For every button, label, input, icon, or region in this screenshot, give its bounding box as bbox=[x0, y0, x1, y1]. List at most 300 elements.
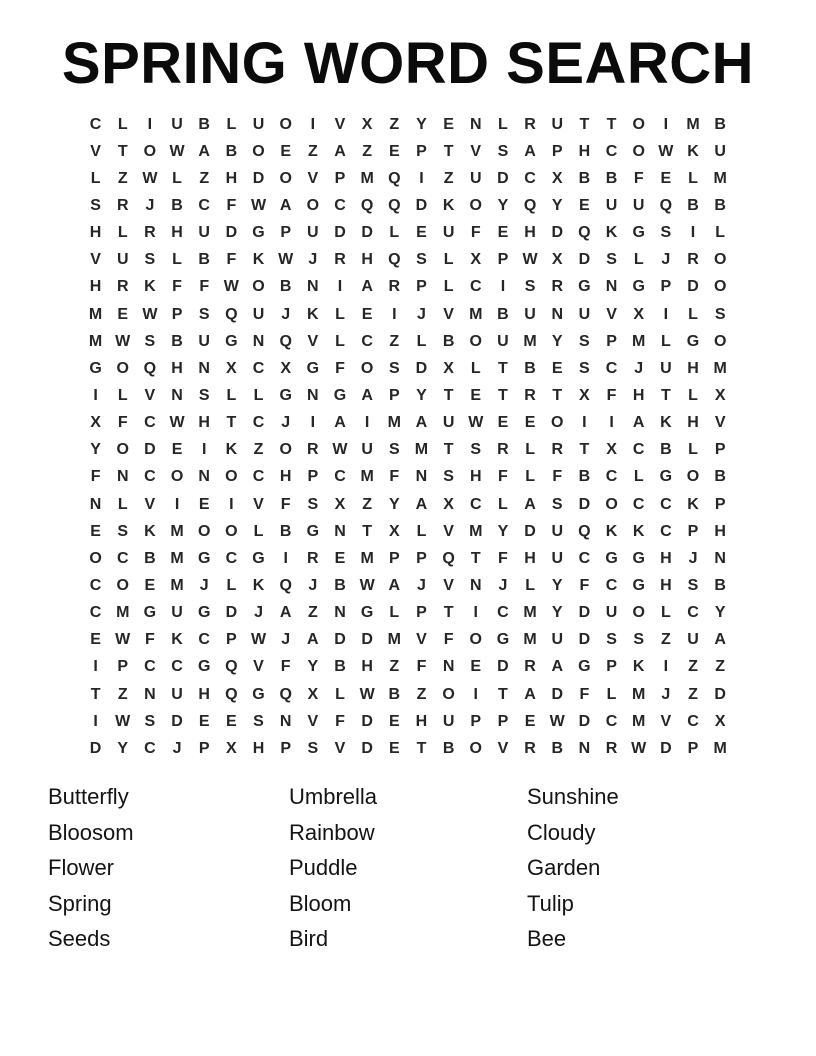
grid-letter: F bbox=[579, 685, 590, 703]
grid-letter: D bbox=[660, 739, 672, 757]
grid-letter: E bbox=[470, 386, 482, 404]
grid-letter: O bbox=[686, 468, 700, 486]
grid-letter: G bbox=[632, 549, 645, 567]
grid-letter: N bbox=[307, 386, 319, 404]
grid-letter: Z bbox=[117, 685, 128, 703]
grid-letter: P bbox=[198, 739, 210, 757]
grid-letter: Y bbox=[551, 196, 563, 214]
grid-letter: N bbox=[469, 576, 482, 594]
grid-letter: K bbox=[252, 251, 265, 269]
grid-letter: F bbox=[389, 468, 400, 486]
letter-grid bbox=[82, 111, 734, 762]
grid-letter: L bbox=[443, 251, 454, 269]
grid-letter: F bbox=[117, 414, 128, 432]
grid-letter: H bbox=[198, 685, 210, 703]
grid-letter: H bbox=[524, 224, 536, 242]
grid-letter: C bbox=[144, 468, 156, 486]
grid-letter: C bbox=[334, 468, 346, 486]
grid-letter: V bbox=[334, 739, 346, 757]
grid-letter: C bbox=[252, 414, 265, 432]
grid-letter: O bbox=[469, 332, 482, 350]
grid-letter: S bbox=[443, 468, 454, 486]
grid-letter: Z bbox=[389, 658, 400, 676]
grid-letter: L bbox=[443, 278, 454, 296]
word-item: Tulip bbox=[527, 890, 574, 916]
grid-letter: O bbox=[279, 169, 292, 187]
grid-letter: M bbox=[88, 332, 103, 350]
grid-letter: V bbox=[307, 712, 319, 730]
grid-letter: W bbox=[142, 169, 158, 187]
grid-letter: V bbox=[714, 414, 726, 432]
grid-letter: B bbox=[198, 251, 210, 269]
grid-letter: D bbox=[361, 631, 373, 649]
grid-letter: N bbox=[714, 549, 726, 567]
grid-letter: H bbox=[524, 549, 536, 567]
grid-letter: Z bbox=[253, 441, 264, 459]
grid-letter: F bbox=[172, 278, 182, 296]
grid-letter: O bbox=[469, 631, 482, 649]
grid-letter: M bbox=[713, 739, 727, 757]
grid-letter: K bbox=[144, 278, 156, 296]
grid-letter: L bbox=[117, 495, 128, 513]
grid-letter: V bbox=[144, 386, 156, 404]
grid-letter: H bbox=[632, 386, 645, 404]
grid-letter: V bbox=[443, 305, 454, 323]
grid-letter: B bbox=[334, 658, 346, 676]
grid-letter: V bbox=[307, 332, 319, 350]
grid-letter: C bbox=[632, 441, 645, 459]
grid-letter: F bbox=[498, 549, 508, 567]
grid-letter: O bbox=[442, 685, 455, 703]
grid-letter: A bbox=[415, 414, 428, 432]
grid-letter: B bbox=[442, 332, 455, 350]
grid-letter: T bbox=[470, 549, 481, 567]
grid-letter: F bbox=[416, 658, 427, 676]
grid-letter: J bbox=[199, 576, 209, 594]
grid-letter: O bbox=[225, 468, 238, 486]
grid-letter: U bbox=[361, 441, 373, 459]
grid-letter: N bbox=[334, 604, 346, 622]
grid-letter: K bbox=[171, 631, 183, 649]
grid-letter: E bbox=[470, 658, 482, 676]
grid-letter: P bbox=[416, 278, 427, 296]
grid-letter: L bbox=[253, 386, 264, 404]
grid-letter: I bbox=[364, 414, 370, 432]
grid-letter: F bbox=[199, 278, 210, 296]
grid-letter: S bbox=[633, 631, 645, 649]
grid-letter: W bbox=[549, 712, 565, 730]
grid-letter: N bbox=[578, 739, 591, 757]
grid-letter: H bbox=[660, 576, 672, 594]
grid-letter: T bbox=[416, 739, 427, 757]
grid-letter: W bbox=[359, 685, 375, 703]
grid-letter: O bbox=[713, 251, 727, 269]
grid-letter: E bbox=[144, 576, 156, 594]
grid-letter: P bbox=[416, 604, 427, 622]
grid-letter: E bbox=[524, 712, 536, 730]
grid-letter: A bbox=[524, 685, 536, 703]
word-item: Bloosom bbox=[48, 819, 134, 845]
grid-letter: K bbox=[442, 196, 455, 214]
grid-letter: R bbox=[144, 224, 156, 242]
grid-letter: V bbox=[253, 658, 264, 676]
grid-letter: S bbox=[579, 332, 590, 350]
grid-letter: Q bbox=[225, 658, 238, 676]
word-item: Spring bbox=[48, 890, 112, 916]
grid-letter: P bbox=[714, 441, 726, 459]
grid-letter: M bbox=[523, 332, 537, 350]
grid-letter: T bbox=[443, 386, 454, 404]
grid-letter: C bbox=[334, 196, 346, 214]
grid-letter: V bbox=[497, 739, 509, 757]
grid-letter: R bbox=[116, 278, 129, 296]
grid-letter: O bbox=[170, 468, 184, 486]
grid-letter: S bbox=[90, 196, 101, 214]
grid-letter: E bbox=[443, 115, 454, 133]
grid-letter: A bbox=[361, 278, 373, 296]
grid-letter: D bbox=[89, 739, 102, 757]
grid-letter: H bbox=[225, 169, 238, 187]
grid-letter: B bbox=[714, 115, 726, 133]
grid-letter: T bbox=[498, 359, 508, 377]
grid-letter: A bbox=[388, 576, 401, 594]
grid-letter: M bbox=[170, 576, 184, 594]
grid-letter: Q bbox=[279, 332, 292, 350]
grid-letter: O bbox=[279, 115, 292, 133]
grid-letter: B bbox=[442, 739, 455, 757]
grid-letter: F bbox=[335, 359, 345, 377]
grid-letter: B bbox=[171, 196, 183, 214]
grid-letter: F bbox=[335, 712, 345, 730]
grid-letter: Z bbox=[362, 495, 373, 513]
grid-letter: U bbox=[252, 305, 265, 323]
grid-letter: T bbox=[660, 386, 671, 404]
grid-letter: Q bbox=[360, 196, 374, 214]
grid-letter: Y bbox=[497, 196, 509, 214]
grid-letter: M bbox=[632, 712, 646, 730]
grid-letter: S bbox=[388, 359, 400, 377]
grid-letter: T bbox=[443, 604, 454, 622]
grid-letter: D bbox=[578, 495, 591, 513]
grid-letter: P bbox=[660, 278, 672, 296]
grid-letter: P bbox=[171, 305, 183, 323]
grid-letter: Z bbox=[362, 142, 373, 160]
grid-letter: O bbox=[89, 549, 102, 567]
grid-letter: F bbox=[280, 495, 291, 513]
grid-letter: E bbox=[90, 522, 101, 540]
grid-letter: N bbox=[198, 468, 210, 486]
grid-letter: C bbox=[605, 576, 618, 594]
grid-letter: G bbox=[252, 224, 265, 242]
grid-letter: H bbox=[361, 658, 373, 676]
grid-letter: S bbox=[687, 576, 699, 594]
grid-letter: Y bbox=[416, 386, 427, 404]
grid-letter: S bbox=[524, 278, 536, 296]
grid-letter: X bbox=[280, 359, 291, 377]
grid-letter: E bbox=[280, 142, 291, 160]
grid-letter: N bbox=[442, 658, 455, 676]
grid-letter: N bbox=[469, 115, 482, 133]
grid-letter: S bbox=[144, 712, 156, 730]
grid-letter: X bbox=[226, 739, 237, 757]
grid-letter: L bbox=[416, 522, 427, 540]
grid-letter: A bbox=[714, 631, 726, 649]
grid-letter: C bbox=[361, 332, 373, 350]
grid-letter: I bbox=[337, 278, 343, 296]
grid-letter: J bbox=[308, 576, 318, 594]
grid-letter: H bbox=[469, 468, 482, 486]
grid-letter: L bbox=[660, 332, 671, 350]
grid-letter: D bbox=[144, 441, 156, 459]
grid-letter: E bbox=[198, 495, 210, 513]
grid-letter: G bbox=[578, 278, 591, 296]
grid-letter: F bbox=[90, 468, 101, 486]
grid-letter: G bbox=[89, 359, 102, 377]
grid-letter: R bbox=[524, 739, 536, 757]
grid-letter: W bbox=[115, 631, 131, 649]
grid-letter: M bbox=[360, 468, 374, 486]
grid-letter: T bbox=[579, 115, 590, 133]
grid-letter: R bbox=[551, 441, 564, 459]
grid-letter: L bbox=[335, 305, 345, 323]
word-item: Puddle bbox=[289, 855, 358, 881]
grid-letter: V bbox=[660, 712, 672, 730]
grid-letter: P bbox=[334, 169, 346, 187]
grid-letter: C bbox=[524, 169, 536, 187]
grid-letter: F bbox=[443, 631, 454, 649]
grid-letter: Q bbox=[143, 359, 157, 377]
grid-letter: L bbox=[416, 332, 427, 350]
grid-letter: Z bbox=[389, 115, 400, 133]
grid-letter: R bbox=[524, 386, 536, 404]
grid-letter: C bbox=[469, 278, 482, 296]
grid-letter: L bbox=[335, 685, 345, 703]
grid-letter: O bbox=[469, 739, 482, 757]
grid-letter: U bbox=[198, 332, 210, 350]
grid-letter: I bbox=[663, 305, 669, 323]
grid-letter: I bbox=[201, 441, 207, 459]
grid-letter: E bbox=[388, 712, 400, 730]
grid-letter: I bbox=[419, 169, 424, 187]
grid-letter: P bbox=[226, 631, 237, 649]
grid-letter: B bbox=[388, 685, 401, 703]
grid-letter: K bbox=[225, 441, 238, 459]
grid-letter: W bbox=[142, 305, 158, 323]
grid-letter: D bbox=[497, 658, 509, 676]
grid-letter: P bbox=[606, 332, 617, 350]
grid-letter: E bbox=[361, 305, 373, 323]
grid-letter: Q bbox=[225, 685, 238, 703]
grid-letter: N bbox=[415, 468, 428, 486]
grid-letter: B bbox=[279, 522, 292, 540]
grid-letter: S bbox=[606, 631, 617, 649]
word-item: Sunshine bbox=[527, 784, 619, 809]
grid-letter: D bbox=[687, 278, 699, 296]
grid-letter: L bbox=[688, 386, 698, 404]
grid-letter: O bbox=[116, 441, 129, 459]
grid-letter: L bbox=[525, 468, 535, 486]
grid-letter: R bbox=[524, 115, 536, 133]
grid-letter: U bbox=[551, 631, 564, 649]
grid-letter: D bbox=[225, 604, 238, 622]
grid-letter: N bbox=[605, 278, 618, 296]
grid-letter: K bbox=[687, 142, 699, 160]
grid-letter: B bbox=[171, 332, 183, 350]
grid-letter: O bbox=[252, 142, 265, 160]
grid-letter: A bbox=[279, 196, 292, 214]
grid-letter: W bbox=[278, 251, 294, 269]
grid-letter: X bbox=[714, 386, 726, 404]
grid-letter: E bbox=[497, 414, 509, 432]
grid-letter: F bbox=[145, 631, 155, 649]
grid-letter: W bbox=[359, 576, 375, 594]
grid-letter: S bbox=[253, 712, 264, 730]
grid-letter: W bbox=[115, 712, 131, 730]
grid-letter: Q bbox=[442, 549, 455, 567]
grid-letter: U bbox=[116, 251, 129, 269]
grid-letter: C bbox=[660, 522, 672, 540]
grid-letter: I bbox=[392, 305, 397, 323]
grid-letter: O bbox=[632, 604, 645, 622]
grid-letter: O bbox=[632, 115, 645, 133]
grid-letter: H bbox=[89, 224, 102, 242]
grid-letter: L bbox=[688, 441, 698, 459]
grid-letter: X bbox=[90, 414, 101, 432]
grid-letter: P bbox=[497, 251, 509, 269]
grid-letter: S bbox=[307, 739, 319, 757]
grid-letter: U bbox=[605, 604, 618, 622]
grid-letter: N bbox=[279, 712, 292, 730]
grid-letter: P bbox=[117, 658, 129, 676]
grid-letter: X bbox=[443, 495, 454, 513]
grid-letter: D bbox=[361, 739, 373, 757]
grid-letter: Z bbox=[199, 169, 210, 187]
grid-letter: E bbox=[171, 441, 183, 459]
grid-letter: M bbox=[469, 522, 483, 540]
grid-letter: G bbox=[306, 522, 320, 540]
grid-letter: H bbox=[198, 414, 210, 432]
grid-letter: M bbox=[713, 169, 727, 187]
grid-letter: G bbox=[686, 332, 700, 350]
grid-letter: D bbox=[361, 712, 373, 730]
grid-letter: E bbox=[524, 414, 536, 432]
grid-letter: S bbox=[144, 251, 156, 269]
grid-letter: V bbox=[307, 169, 319, 187]
grid-letter: U bbox=[307, 224, 319, 242]
grid-letter: D bbox=[551, 685, 564, 703]
grid-letter: G bbox=[659, 468, 673, 486]
grid-letter: W bbox=[522, 251, 538, 269]
grid-letter: P bbox=[497, 712, 509, 730]
grid-letter: G bbox=[496, 631, 510, 649]
grid-letter: E bbox=[334, 549, 346, 567]
grid-letter: P bbox=[307, 468, 319, 486]
grid-letter: Q bbox=[388, 251, 401, 269]
grid-letter: X bbox=[361, 115, 373, 133]
grid-letter: I bbox=[93, 658, 98, 676]
grid-letter: H bbox=[89, 278, 102, 296]
grid-letter: X bbox=[606, 441, 617, 459]
word-item: Cloudy bbox=[527, 819, 596, 845]
grid-letter: U bbox=[442, 414, 455, 432]
grid-letter: L bbox=[226, 386, 237, 404]
grid-letter: R bbox=[605, 739, 618, 757]
grid-letter: K bbox=[687, 495, 699, 513]
grid-letter: M bbox=[387, 414, 401, 432]
grid-letter: N bbox=[198, 359, 210, 377]
grid-letter: M bbox=[686, 115, 700, 133]
grid-letter: F bbox=[498, 468, 508, 486]
grid-letter: X bbox=[551, 251, 563, 269]
grid-letter: B bbox=[714, 576, 726, 594]
grid-letter: I bbox=[690, 224, 696, 242]
grid-letter: C bbox=[144, 739, 156, 757]
grid-letter: A bbox=[361, 386, 373, 404]
grid-letter: G bbox=[578, 658, 591, 676]
grid-letter: U bbox=[551, 115, 564, 133]
grid-letter: S bbox=[144, 332, 156, 350]
grid-letter: L bbox=[525, 441, 535, 459]
grid-letter: G bbox=[197, 549, 211, 567]
grid-letter: S bbox=[551, 495, 563, 513]
grid-letter: I bbox=[283, 549, 288, 567]
grid-letter: P bbox=[687, 522, 699, 540]
grid-letter: G bbox=[605, 549, 618, 567]
grid-letter: G bbox=[279, 386, 292, 404]
grid-letter: E bbox=[660, 169, 672, 187]
grid-letter: L bbox=[172, 169, 182, 187]
grid-letter: O bbox=[713, 332, 727, 350]
grid-letter: M bbox=[632, 685, 646, 703]
grid-letter: K bbox=[144, 522, 156, 540]
grid-letter: S bbox=[714, 305, 726, 323]
grid-letter: U bbox=[497, 332, 509, 350]
grid-letter: M bbox=[469, 305, 483, 323]
grid-letter: Z bbox=[117, 169, 128, 187]
grid-letter: L bbox=[226, 576, 237, 594]
grid-letter: G bbox=[632, 576, 645, 594]
grid-letter: V bbox=[90, 142, 101, 160]
grid-letter: G bbox=[333, 386, 347, 404]
grid-letter: K bbox=[605, 224, 618, 242]
grid-letter: H bbox=[171, 359, 183, 377]
grid-letter: X bbox=[443, 359, 454, 377]
grid-letter: B bbox=[605, 169, 618, 187]
grid-letter: Z bbox=[715, 658, 726, 676]
grid-letter: P bbox=[714, 495, 726, 513]
grid-letter: M bbox=[632, 332, 646, 350]
grid-letter: U bbox=[551, 522, 564, 540]
grid-letter: I bbox=[229, 495, 234, 513]
grid-letter: V bbox=[606, 305, 617, 323]
word-item: Bird bbox=[289, 926, 329, 952]
word-list bbox=[48, 779, 619, 957]
grid-letter: O bbox=[116, 576, 129, 594]
grid-letter: C bbox=[687, 712, 699, 730]
grid-letter: E bbox=[226, 712, 237, 730]
grid-letter: M bbox=[523, 631, 537, 649]
grid-letter: R bbox=[524, 658, 536, 676]
grid-letter: D bbox=[415, 196, 428, 214]
grid-letter: T bbox=[552, 386, 563, 404]
grid-letter: B bbox=[279, 278, 292, 296]
grid-letter: D bbox=[361, 224, 373, 242]
grid-letter: D bbox=[415, 359, 428, 377]
grid-letter: D bbox=[551, 224, 564, 242]
grid-letter: K bbox=[660, 414, 672, 432]
grid-letter: Q bbox=[578, 522, 591, 540]
grid-letter: T bbox=[117, 142, 128, 160]
